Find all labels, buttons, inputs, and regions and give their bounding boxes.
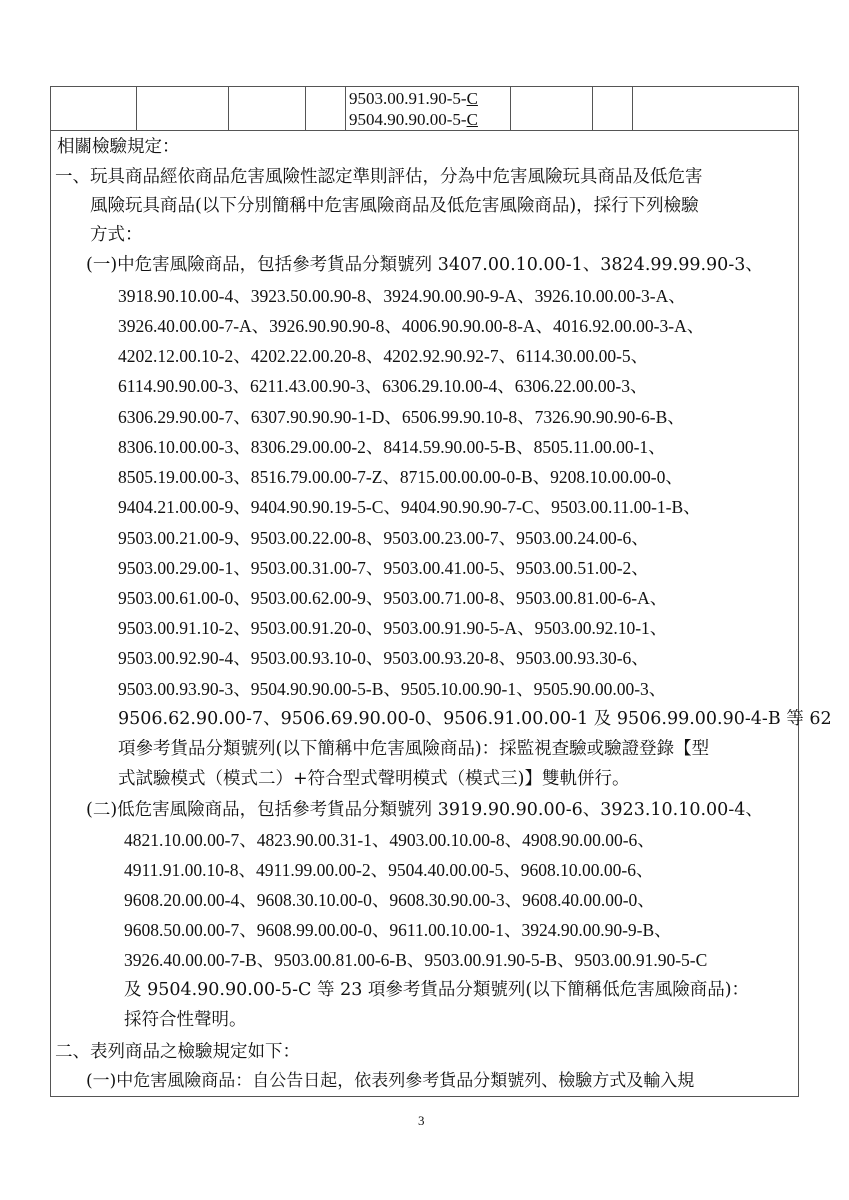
code-line-2: 9504.90.90.00-5-C: [349, 110, 478, 129]
sub2-line: 9608.20.00.00-4、9608.30.10.00-0、9608.30.90.00-3、9608.40.00.00-0、: [124, 890, 655, 910]
sub1-line: 6306.29.90.00-7、6307.90.90.90-1-D、6506.99.90.10-8、7326.90.90.90-6-B、: [118, 407, 685, 427]
table-cell: [137, 87, 229, 130]
section-heading: 相關檢驗規定：: [57, 137, 180, 157]
sub2-line: (二)低危害風險商品，包括參考貨品分類號列 3919.90.90.00-6、3923.10.10.00-4、: [86, 800, 763, 820]
sub2-line: 及 9504.90.90.00-5-C 等 23 項參考貨品分類號列(以下簡稱低危害風險商品)：: [124, 980, 750, 1000]
table-last-row: [50, 86, 799, 131]
sub2-line: 採符合性聲明。: [124, 1010, 247, 1030]
sub1-line: (一)中危害風險商品，包括參考貨品分類號列 3407.00.10.00-1、3824.99.99.90-3、: [86, 255, 763, 275]
item2-sub1-line: (一)中危害風險商品：自公告日起，依表列參考貨品分類號列、檢驗方式及輸入規: [86, 1071, 695, 1091]
sub1-line: 式試驗模式（模式二）+符合型式聲明模式（模式三)】雙軌併行。: [118, 769, 630, 789]
sub1-line: 項參考貨品分類號列(以下簡稱中危害風險商品)：採監視查驗或驗證登錄【型: [118, 739, 710, 759]
sub2-line: 3926.40.00.00-7-B、9503.00.81.00-6-B、9503.00.91.90-5-B、9503.00.91.90-5-C: [124, 950, 708, 970]
item1-line: 方式：: [90, 225, 143, 245]
sub1-line: 9506.62.90.00-7、9506.69.90.00-0、9506.91.00.00-1 及 9506.99.00.90-4-B 等 62: [118, 709, 832, 729]
sub1-line: 9503.00.92.90-4、9503.00.93.10-0、9503.00.93.20-8、9503.00.93.30-6、: [118, 648, 649, 668]
table-cell: [511, 87, 593, 130]
sub1-line: 9503.00.93.90-3、9504.90.90.00-5-B、9505.10.00.90-1、9505.90.00.00-3、: [118, 679, 667, 699]
sub2-line: 4821.10.00.00-7、4823.90.00.31-1、4903.00.10.00-8、4908.90.00.00-6、: [124, 830, 655, 850]
sub1-line: 6114.90.90.00-3、6211.43.00.90-3、6306.29.10.00-4、6306.22.00.00-3、: [118, 376, 648, 396]
sub1-line: 9503.00.91.10-2、9503.00.91.20-0、9503.00.91.90-5-A、9503.00.92.10-1、: [118, 618, 668, 638]
table-cell: [51, 87, 137, 130]
sub1-line: 8306.10.00.00-3、8306.29.00.00-2、8414.59.90.00-5-B、8505.11.00.00-1、: [118, 437, 666, 457]
sub1-line: 3918.90.10.00-4、3923.50.00.90-8、3924.90.00.90-9-A、3926.10.00.00-3-A、: [118, 286, 686, 306]
sub1-line: 9503.00.21.00-9、9503.00.22.00-8、9503.00.23.00-7、9503.00.24.00-6、: [118, 528, 649, 548]
item1-line: 一、玩具商品經依商品危害風險性認定準則評估，分為中危害風險玩具商品及低危害: [55, 167, 703, 187]
sub1-line: 3926.40.00.00-7-A、3926.90.90.90-8、4006.90.90.00-8-A、4016.92.00.00-3-A、: [118, 316, 705, 336]
table-cell: [306, 87, 346, 130]
item2-line: 二、表列商品之檢驗規定如下：: [55, 1042, 300, 1062]
table-cell: [633, 87, 798, 130]
table-cell-codes: [346, 87, 511, 130]
code-line-1: 9503.00.91.90-5-C: [349, 89, 478, 108]
sub1-line: 9503.00.61.00-0、9503.00.62.00-9、9503.00.71.00-8、9503.00.81.00-6-A、: [118, 588, 668, 608]
item1-line: 風險玩具商品(以下分別簡稱中危害風險商品及低危害風險商品)，採行下列檢驗: [90, 196, 699, 216]
sub1-line: 9404.21.00.00-9、9404.90.90.19-5-C、9404.90.90.90-7-C、9503.00.11.00-1-B、: [118, 497, 701, 517]
sub1-line: 8505.19.00.00-3、8516.79.00.00-7-Z、8715.00.00.00-0-B、9208.10.00.00-0、: [118, 467, 683, 487]
table-cell: [229, 87, 306, 130]
sub2-line: 4911.91.00.10-8、4911.99.00.00-2、9504.40.00.00-5、9608.10.00.00-6、: [124, 860, 654, 880]
table-cell: [593, 87, 633, 130]
sub1-line: 4202.12.00.10-2、4202.22.00.20-8、4202.92.90.92-7、6114.30.00.00-5、: [118, 346, 649, 366]
sub1-line: 9503.00.29.00-1、9503.00.31.00-7、9503.00.41.00-5、9503.00.51.00-2、: [118, 558, 649, 578]
page-number: 3: [418, 1113, 425, 1128]
sub2-line: 9608.50.00.00-7、9608.99.00.00-0、9611.00.10.00-1、3924.90.00.90-9-B、: [124, 920, 672, 940]
